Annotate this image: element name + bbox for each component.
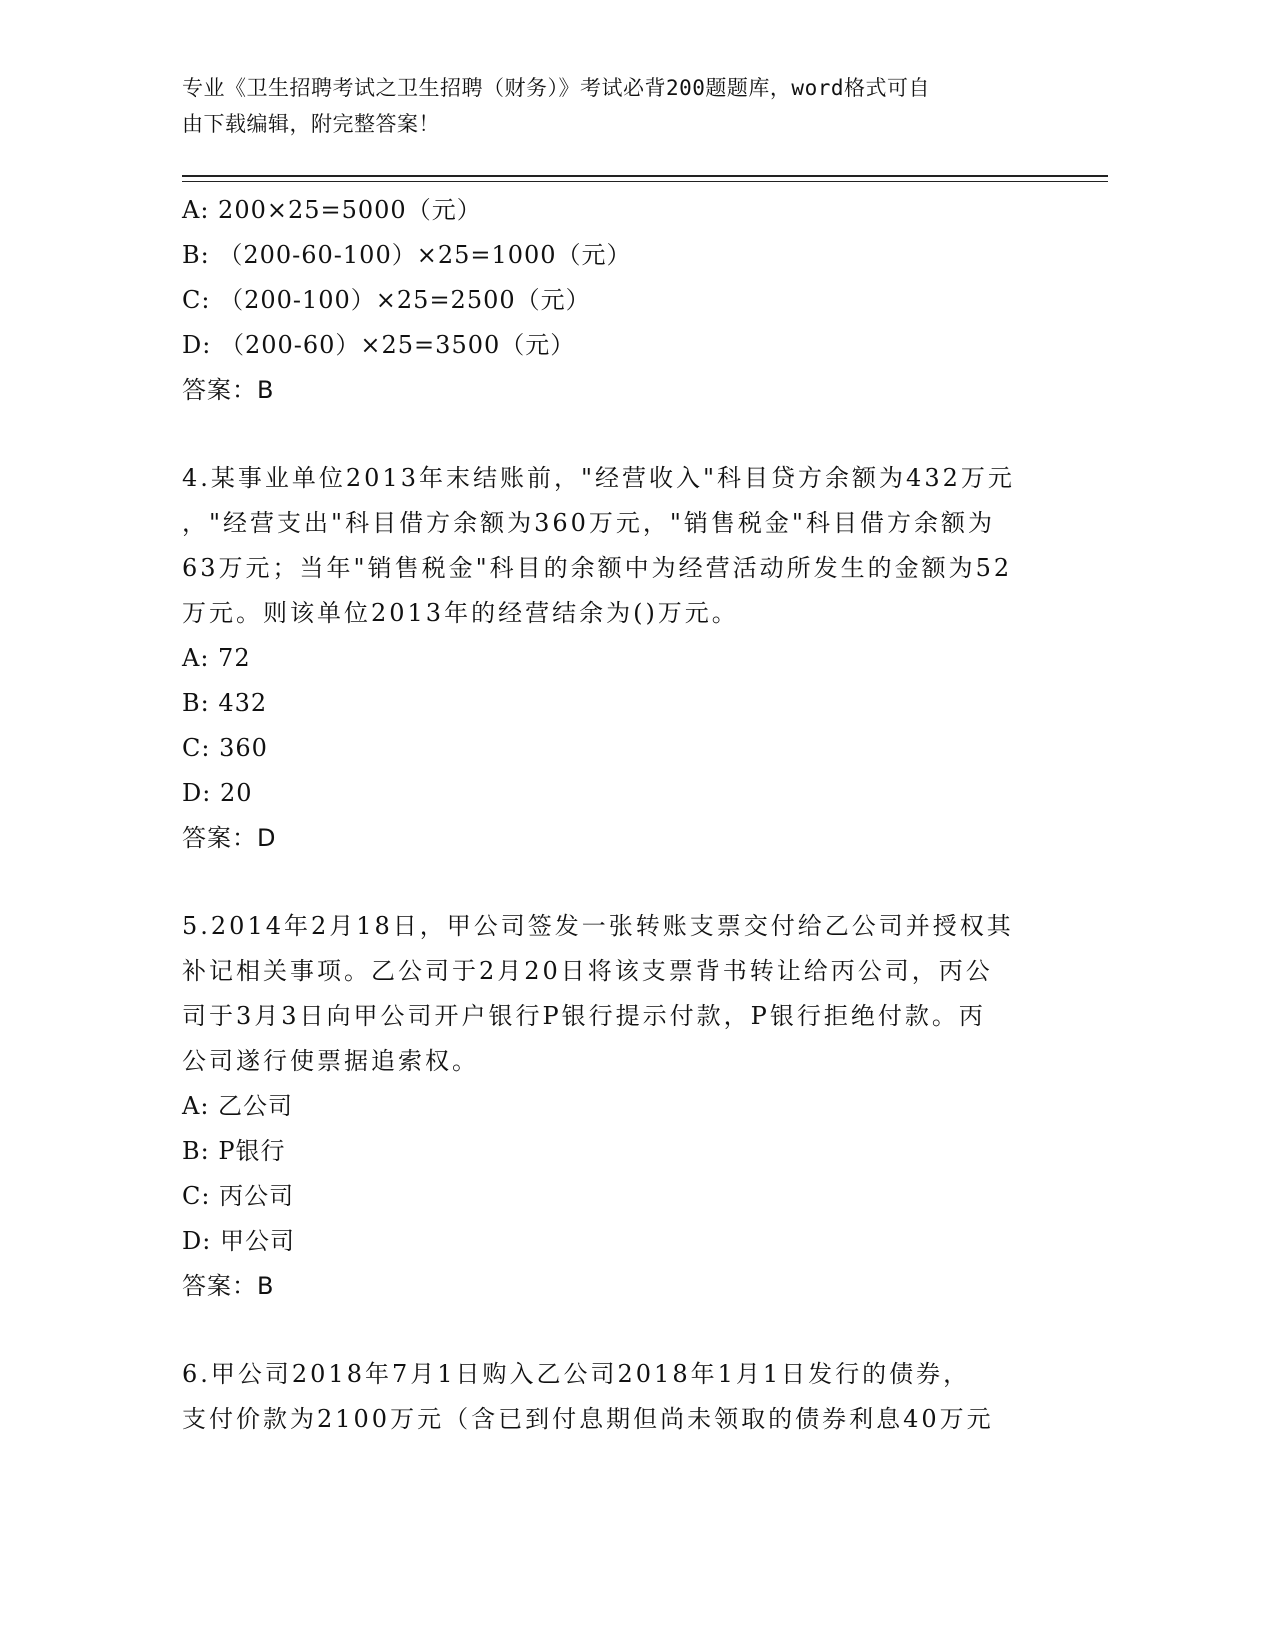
spacer [182,413,1042,456]
document-body [182,188,1042,1442]
q4-option-d: D: 20 [182,779,253,807]
q4-option-a: A: 72 [182,644,251,672]
q5-option-b: B: P银行 [182,1137,286,1165]
document-header [182,70,1062,142]
q4-stem-line-2: ，"经营支出"科目借方余额为360万元，"销售税金"科目借方余额为 [182,509,995,537]
q5-stem-line-1: 5.2014年2月18日，甲公司签发一张转账支票交付给乙公司并授权其 [182,912,1014,940]
q3-option-b: B: （200-60-100）×25=1000（元） [182,241,632,269]
question-4-block [182,456,1042,861]
q6-stem-line-2: 支付价款为2100万元（含已到付息期但尚未领取的债券利息40万元 [182,1405,994,1433]
spacer [182,861,1042,904]
q4-option-b: B: 432 [182,689,268,717]
q3-option-c: C: （200-100）×25=2500（元） [182,286,591,314]
q5-option-a: A: 乙公司 [182,1092,294,1120]
question-6-block [182,1352,1042,1442]
q3-option-d: D: （200-60）×25=3500（元） [182,331,576,359]
q5-answer: 答案：B [182,1272,275,1300]
q5-stem-line-4: 公司遂行使票据追索权。 [182,1047,479,1075]
q4-answer: 答案：D [182,824,277,852]
q5-option-d: D: 甲公司 [182,1227,295,1255]
q4-stem-line-4: 万元。则该单位2013年的经营结余为()万元。 [182,599,739,627]
q4-option-c: C: 360 [182,734,268,762]
question-3-block [182,188,1042,413]
header-divider-thin [182,181,1108,182]
q4-stem-line-3: 63万元；当年"销售税金"科目的余额中为经营活动所发生的金额为52 [182,554,1013,582]
q6-stem-line-1: 6.甲公司2018年7月1日购入乙公司2018年1月1日发行的债券， [182,1360,971,1388]
q3-answer: 答案：B [182,376,275,404]
question-5-block [182,904,1042,1309]
header-divider-thick [182,175,1108,177]
q3-option-a: A: 200×25=5000（元） [182,196,482,224]
spacer [182,1309,1042,1352]
header-line-2: 由下载编辑，附完整答案！ [182,112,440,136]
q5-stem-line-3: 司于3月3日向甲公司开户银行P银行提示付款，P银行拒绝付款。丙 [182,1002,986,1030]
q4-stem-line-1: 4.某事业单位2013年末结账前，"经营收入"科目贷方余额为432万元 [182,464,1015,492]
header-line-1: 专业《卫生招聘考试之卫生招聘（财务）》考试必背200题题库，word格式可自 [182,76,930,100]
q5-stem-line-2: 补记相关事项。乙公司于2月20日将该支票背书转让给丙公司，丙公 [182,957,993,985]
q5-option-c: C: 丙公司 [182,1182,295,1210]
